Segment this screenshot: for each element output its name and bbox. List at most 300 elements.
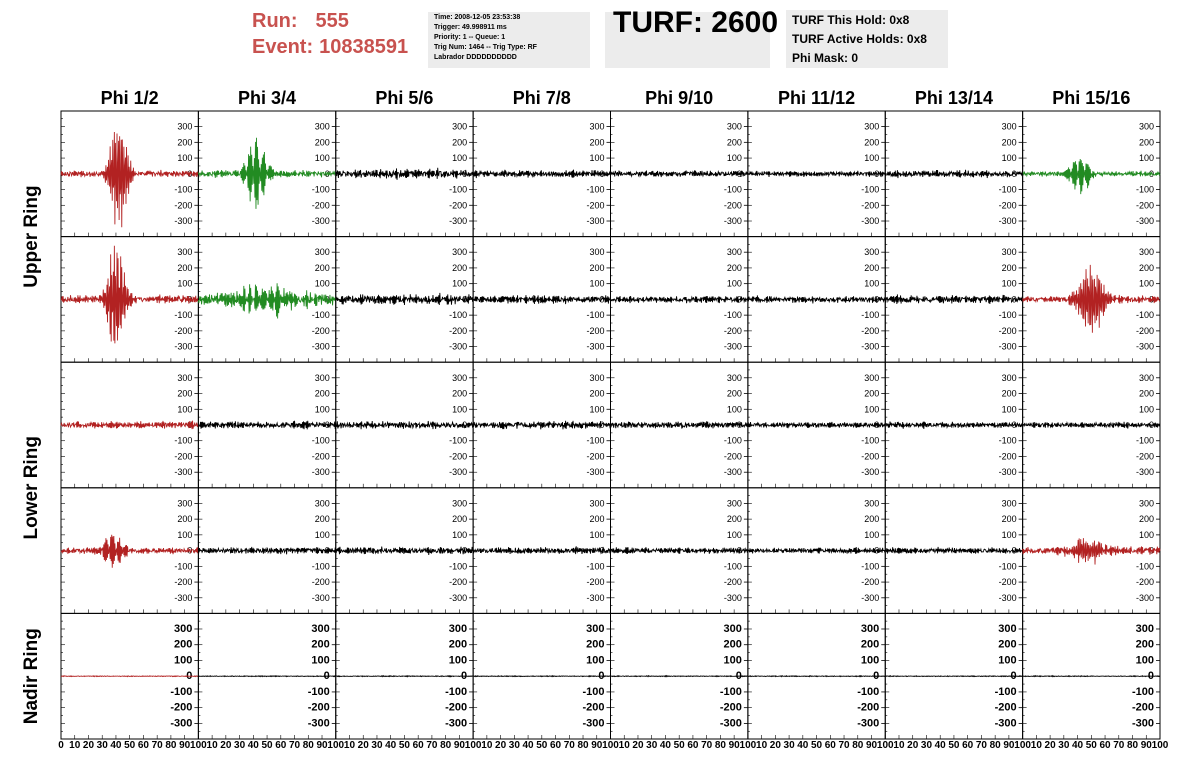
- y-tick-label: 300: [314, 372, 330, 383]
- waveform-trace: [748, 168, 885, 179]
- y-tick-label: 0: [1147, 670, 1154, 683]
- x-tick-label: 10: [206, 740, 218, 751]
- y-tick-label: -100: [586, 435, 605, 446]
- y-tick-label: 0: [736, 168, 742, 179]
- event-value: 10838591: [319, 36, 409, 58]
- y-tick-label: -300: [857, 717, 880, 730]
- y-tick-label: 300: [860, 622, 880, 635]
- x-tick-label: 100: [602, 740, 619, 751]
- x-tick-label: 60: [824, 740, 836, 751]
- y-tick-label: 0: [874, 420, 880, 430]
- y-tick-label: 300: [448, 622, 468, 635]
- x-tick-label: 70: [975, 740, 987, 751]
- y-tick-label: 300: [1135, 622, 1154, 635]
- y-tick-label: -200: [311, 451, 330, 462]
- y-tick-label: 200: [1138, 514, 1154, 525]
- y-tick-label: -200: [174, 451, 193, 462]
- x-tick-label: 70: [838, 740, 850, 751]
- x-tick-label: 30: [1058, 740, 1070, 751]
- y-tick-label: 200: [998, 638, 1017, 651]
- y-tick-label: -200: [719, 701, 742, 714]
- y-tick-label: 200: [726, 137, 742, 148]
- y-tick-label: 200: [726, 262, 742, 273]
- y-tick-label: 200: [864, 388, 880, 399]
- y-tick-label: 0: [1011, 294, 1017, 305]
- y-tick-label: -200: [857, 701, 880, 714]
- y-tick-label: -200: [1131, 701, 1154, 714]
- x-tick-label: 50: [673, 740, 685, 751]
- y-tick-label: -200: [1135, 325, 1154, 336]
- y-tick-label: 0: [324, 294, 330, 305]
- y-tick-label: 300: [1001, 247, 1017, 258]
- y-tick-label: 300: [314, 498, 330, 509]
- y-tick-label: -200: [449, 325, 468, 336]
- y-tick-label: 300: [864, 247, 880, 258]
- y-tick-label: 100: [726, 529, 742, 540]
- y-tick-label: 100: [314, 529, 330, 540]
- y-tick-label: 300: [314, 121, 330, 132]
- waveform-trace: [885, 294, 1022, 304]
- y-tick-label: 200: [314, 262, 330, 273]
- y-tick-label: 0: [324, 168, 330, 179]
- y-tick-label: 300: [589, 247, 605, 258]
- x-tick-label: 10: [893, 740, 905, 751]
- y-tick-label: -300: [1135, 467, 1154, 478]
- x-tick-label: 100: [190, 740, 207, 751]
- y-tick-label: 200: [726, 388, 742, 399]
- y-tick-label: 100: [864, 278, 880, 289]
- x-tick-label: 20: [495, 740, 507, 751]
- x-tick-label: 60: [137, 740, 149, 751]
- y-tick-label: 100: [589, 153, 605, 164]
- y-tick-label: -200: [1135, 451, 1154, 462]
- waveform-trace: [611, 421, 748, 428]
- y-tick-label: 300: [452, 121, 468, 132]
- x-tick-label: 60: [412, 740, 424, 751]
- y-tick-label: 0: [462, 420, 468, 430]
- y-tick-label: 100: [452, 153, 468, 164]
- y-tick-label: -300: [449, 467, 468, 478]
- y-tick-label: -100: [857, 685, 880, 698]
- y-tick-label: 100: [726, 153, 742, 164]
- waveform-trace: [336, 293, 473, 305]
- y-tick-label: 0: [186, 670, 193, 683]
- row-label: Lower Ring: [21, 436, 42, 540]
- x-tick-label: 60: [687, 740, 699, 751]
- y-tick-label: 200: [452, 514, 468, 525]
- y-tick-label: -100: [861, 184, 880, 195]
- y-tick-label: 100: [314, 278, 330, 289]
- y-tick-label: 300: [586, 622, 605, 635]
- y-tick-label: 200: [177, 137, 193, 148]
- y-tick-label: -100: [307, 685, 330, 698]
- y-tick-label: -300: [719, 717, 742, 730]
- x-tick-label: 70: [151, 740, 163, 751]
- x-tick-label: 50: [536, 740, 548, 751]
- x-tick-label: 100: [739, 740, 757, 751]
- y-tick-label: 100: [174, 654, 193, 667]
- waveform-trace: [611, 676, 748, 677]
- x-tick-label: 70: [563, 740, 575, 751]
- x-tick-label: 60: [549, 740, 562, 751]
- y-tick-label: 300: [177, 121, 193, 132]
- y-tick-label: 0: [187, 545, 193, 556]
- y-tick-label: -300: [586, 592, 605, 603]
- y-tick-label: -200: [861, 451, 880, 462]
- y-tick-label: -100: [998, 310, 1017, 321]
- y-tick-label: -300: [174, 467, 193, 478]
- y-tick-label: 0: [462, 294, 468, 305]
- y-tick-label: 300: [311, 622, 330, 635]
- y-tick-label: 100: [589, 529, 605, 540]
- y-tick-label: -300: [311, 341, 330, 352]
- waveform-trace: [61, 676, 198, 677]
- y-tick-label: 300: [452, 247, 468, 258]
- y-tick-label: -200: [311, 577, 330, 588]
- column-header: Phi 5/6: [375, 88, 434, 108]
- x-tick-label: 40: [934, 740, 946, 751]
- waveform-trace: [1023, 262, 1160, 333]
- y-tick-label: 200: [1138, 388, 1154, 399]
- x-tick-label: 40: [110, 740, 122, 751]
- y-tick-label: -100: [586, 184, 605, 195]
- y-tick-label: 200: [586, 638, 605, 651]
- x-tick-label: 90: [453, 740, 465, 751]
- waveform-trace: [611, 170, 748, 177]
- y-tick-label: 0: [462, 168, 468, 179]
- x-tick-label: 10: [618, 740, 630, 751]
- y-tick-label: -300: [174, 592, 193, 603]
- y-tick-label: 100: [448, 654, 468, 667]
- waveform-trace: [336, 676, 473, 677]
- run-label: Run:: [252, 10, 298, 32]
- y-tick-label: 200: [726, 514, 742, 525]
- y-tick-label: -200: [174, 200, 193, 211]
- y-tick-label: 300: [177, 498, 193, 509]
- y-tick-label: -300: [586, 216, 605, 227]
- y-tick-label: -300: [307, 717, 330, 730]
- y-tick-label: -300: [861, 341, 880, 352]
- y-tick-label: -300: [998, 341, 1017, 352]
- y-tick-label: 0: [598, 670, 605, 683]
- x-tick-label: 100: [1151, 740, 1169, 751]
- y-tick-label: 0: [599, 420, 605, 430]
- y-tick-label: -300: [861, 467, 880, 478]
- y-tick-label: 0: [1011, 545, 1017, 556]
- x-tick-label: 80: [165, 740, 177, 751]
- x-tick-label: 100: [1014, 740, 1031, 751]
- y-tick-label: 200: [1001, 262, 1017, 273]
- y-tick-label: 300: [726, 121, 742, 132]
- y-tick-label: 200: [448, 638, 468, 651]
- y-tick-label: -200: [449, 200, 468, 211]
- x-tick-label: 10: [1030, 740, 1042, 751]
- y-tick-label: 100: [1138, 153, 1154, 164]
- y-tick-label: -300: [170, 717, 193, 730]
- y-tick-label: 100: [1135, 654, 1154, 667]
- y-tick-label: 100: [1138, 404, 1154, 415]
- y-tick-label: 0: [187, 294, 193, 305]
- y-tick-label: 100: [452, 404, 468, 415]
- x-tick-label: 40: [247, 740, 259, 751]
- y-tick-label: 0: [187, 168, 193, 179]
- phi-mask: Phi Mask: 0: [792, 51, 859, 65]
- y-tick-label: -200: [998, 200, 1017, 211]
- y-tick-label: 200: [864, 514, 880, 525]
- y-tick-label: 300: [452, 498, 468, 509]
- x-tick-label: 20: [1044, 740, 1056, 751]
- y-tick-label: 0: [1148, 420, 1154, 430]
- x-tick-label: 30: [371, 740, 383, 751]
- y-tick-label: -300: [582, 717, 605, 730]
- y-tick-label: 300: [1138, 121, 1154, 132]
- y-tick-label: 100: [177, 404, 193, 415]
- y-tick-label: -300: [1135, 216, 1154, 227]
- y-tick-label: 0: [874, 294, 880, 305]
- y-tick-label: 0: [324, 545, 330, 556]
- y-tick-label: 200: [1001, 137, 1017, 148]
- y-tick-label: -300: [311, 216, 330, 227]
- time-text: Time: 2008-12-05 23:53:38: [434, 14, 521, 21]
- y-tick-label: -100: [449, 435, 468, 446]
- y-tick-label: -100: [719, 685, 742, 698]
- y-tick-label: 100: [1001, 278, 1017, 289]
- column-header: Phi 3/4: [238, 88, 297, 108]
- y-tick-label: 200: [174, 638, 193, 651]
- y-tick-label: -300: [861, 216, 880, 227]
- y-tick-label: 100: [1001, 153, 1017, 164]
- y-tick-label: 200: [311, 638, 330, 651]
- y-tick-label: 200: [1138, 137, 1154, 148]
- x-tick-label: 100: [464, 740, 482, 751]
- y-tick-label: -100: [311, 310, 330, 321]
- waveform-trace: [198, 138, 335, 209]
- waveform-trace: [336, 168, 473, 180]
- y-tick-label: -200: [723, 451, 742, 462]
- x-tick-label: 50: [948, 740, 960, 751]
- x-tick-label: 90: [316, 740, 328, 751]
- waveform-trace: [473, 546, 610, 554]
- y-tick-label: 0: [736, 294, 742, 305]
- y-tick-label: -300: [998, 592, 1017, 603]
- y-tick-label: -100: [723, 184, 742, 195]
- y-tick-label: -200: [998, 451, 1017, 462]
- y-tick-label: 200: [864, 137, 880, 148]
- x-tick-label: 100: [327, 740, 345, 751]
- x-tick-label: 80: [989, 740, 1001, 751]
- y-tick-label: -200: [994, 701, 1017, 714]
- y-tick-label: 100: [1001, 404, 1017, 415]
- y-tick-label: 300: [177, 247, 193, 258]
- waveform-trace: [748, 295, 885, 303]
- y-tick-label: 0: [1010, 670, 1017, 683]
- y-tick-label: -200: [307, 701, 330, 714]
- y-tick-label: 200: [452, 262, 468, 273]
- y-tick-label: 100: [589, 404, 605, 415]
- x-tick-label: 60: [962, 740, 974, 751]
- waveform-trace: [473, 676, 610, 677]
- waveform-trace: [748, 547, 885, 554]
- y-tick-label: 200: [1135, 638, 1154, 651]
- labrador-text: Labrador DDDDDDDDDD: [434, 54, 517, 61]
- y-tick-label: -100: [1135, 435, 1154, 446]
- x-tick-label: 60: [1099, 740, 1111, 751]
- y-tick-label: 0: [1011, 420, 1017, 430]
- y-tick-label: -100: [582, 685, 605, 698]
- x-tick-label: 10: [481, 740, 493, 751]
- y-tick-label: -300: [998, 467, 1017, 478]
- y-tick-label: 0: [599, 168, 605, 179]
- y-tick-label: 200: [1001, 388, 1017, 399]
- y-tick-label: -100: [998, 435, 1017, 446]
- y-tick-label: -200: [998, 577, 1017, 588]
- y-tick-label: -100: [174, 310, 193, 321]
- x-tick-label: 30: [508, 740, 520, 751]
- x-tick-label: 80: [852, 740, 864, 751]
- y-tick-label: -100: [1135, 310, 1154, 321]
- y-tick-label: 0: [599, 545, 605, 556]
- x-tick-label: 60: [275, 740, 287, 751]
- waveform-trace: [473, 170, 610, 178]
- x-tick-label: 100: [876, 740, 894, 751]
- y-tick-label: -100: [311, 184, 330, 195]
- waveform-trace: [885, 170, 1022, 178]
- x-tick-label: 90: [865, 740, 878, 751]
- y-tick-label: 300: [1138, 372, 1154, 383]
- waveform-trace: [473, 421, 610, 430]
- y-tick-label: -300: [174, 216, 193, 227]
- y-tick-label: 100: [177, 278, 193, 289]
- x-tick-label: 50: [261, 740, 273, 751]
- y-tick-label: 300: [726, 498, 742, 509]
- turf-active-holds: TURF Active Holds: 0x8: [792, 32, 927, 46]
- y-tick-label: -200: [998, 325, 1017, 336]
- waveform-trace: [885, 676, 1022, 677]
- y-tick-label: 200: [452, 388, 468, 399]
- y-tick-label: -200: [586, 325, 605, 336]
- y-tick-label: -300: [723, 341, 742, 352]
- y-tick-label: 100: [314, 404, 330, 415]
- y-tick-label: -300: [1135, 592, 1154, 603]
- y-tick-label: 100: [998, 654, 1017, 667]
- x-tick-label: 10: [343, 740, 356, 751]
- waveform-trace: [748, 422, 885, 428]
- y-tick-label: -100: [994, 685, 1017, 698]
- x-tick-label: 20: [907, 740, 919, 751]
- x-tick-label: 0: [58, 740, 64, 751]
- y-tick-label: 100: [177, 529, 193, 540]
- y-tick-label: 100: [586, 654, 605, 667]
- y-tick-label: 100: [860, 654, 880, 667]
- y-tick-label: 300: [1001, 121, 1017, 132]
- x-tick-label: 50: [124, 740, 136, 751]
- y-tick-label: 300: [864, 372, 880, 383]
- x-tick-label: 20: [357, 740, 369, 751]
- y-tick-label: 0: [735, 670, 742, 683]
- x-tick-label: 30: [646, 740, 658, 751]
- y-tick-label: -200: [1135, 577, 1154, 588]
- y-tick-label: -300: [1131, 717, 1154, 730]
- x-tick-label: 50: [398, 740, 410, 751]
- y-tick-label: 300: [1138, 498, 1154, 509]
- y-tick-label: 0: [736, 545, 742, 556]
- y-tick-label: -100: [861, 310, 880, 321]
- y-tick-label: -200: [586, 200, 605, 211]
- y-tick-label: 0: [736, 420, 742, 430]
- y-tick-label: 0: [599, 294, 605, 305]
- x-tick-label: 40: [1072, 740, 1084, 751]
- waveform-trace: [611, 547, 748, 554]
- x-tick-label: 80: [440, 740, 452, 751]
- y-tick-label: 200: [177, 388, 193, 399]
- y-tick-label: 300: [589, 121, 605, 132]
- x-tick-label: 40: [797, 740, 809, 751]
- x-tick-label: 80: [302, 740, 314, 751]
- y-tick-label: 300: [314, 247, 330, 258]
- y-tick-label: -200: [311, 325, 330, 336]
- y-tick-label: 300: [1138, 247, 1154, 258]
- y-tick-label: 100: [864, 529, 880, 540]
- x-tick-label: 70: [426, 740, 438, 751]
- turf-this-hold: TURF This Hold: 0x8: [792, 13, 910, 27]
- y-tick-label: -300: [994, 717, 1017, 730]
- column-header: Phi 7/8: [512, 88, 571, 108]
- y-tick-label: -100: [1135, 561, 1154, 572]
- x-tick-label: 40: [522, 740, 534, 751]
- y-tick-label: 0: [324, 420, 330, 430]
- y-tick-label: -200: [311, 200, 330, 211]
- column-header: Phi 1/2: [100, 88, 159, 108]
- y-tick-label: -300: [449, 216, 468, 227]
- y-tick-label: 100: [1138, 529, 1154, 540]
- y-tick-label: -300: [586, 341, 605, 352]
- y-tick-label: -200: [449, 451, 468, 462]
- y-tick-label: -100: [586, 310, 605, 321]
- y-tick-label: 200: [864, 262, 880, 273]
- y-tick-label: 300: [177, 372, 193, 383]
- x-tick-label: 70: [701, 740, 713, 751]
- y-tick-label: 200: [589, 388, 605, 399]
- y-tick-label: 200: [452, 137, 468, 148]
- x-tick-label: 40: [659, 740, 672, 751]
- y-tick-label: -300: [723, 216, 742, 227]
- y-tick-label: -100: [861, 561, 880, 572]
- y-tick-label: -200: [174, 325, 193, 336]
- y-tick-label: 200: [314, 388, 330, 399]
- x-tick-label: 90: [179, 740, 191, 751]
- y-tick-label: -100: [449, 561, 468, 572]
- x-tick-label: 40: [385, 740, 397, 751]
- y-tick-label: -300: [311, 592, 330, 603]
- y-tick-label: -200: [861, 577, 880, 588]
- waveform-trace: [611, 296, 748, 303]
- waveform-trace: [885, 422, 1022, 429]
- y-tick-label: 200: [314, 514, 330, 525]
- y-tick-label: -100: [170, 685, 193, 698]
- x-tick-label: 90: [1003, 740, 1015, 751]
- y-tick-label: -100: [174, 184, 193, 195]
- y-tick-label: -100: [586, 561, 605, 572]
- y-tick-label: 300: [589, 372, 605, 383]
- y-tick-label: 200: [314, 137, 330, 148]
- waveform-trace: [336, 547, 473, 555]
- x-tick-label: 20: [632, 740, 644, 751]
- y-tick-label: 100: [726, 404, 742, 415]
- y-tick-label: 0: [462, 545, 468, 556]
- waveform-trace: [473, 295, 610, 304]
- y-tick-label: 200: [177, 262, 193, 273]
- y-tick-label: 300: [174, 622, 193, 635]
